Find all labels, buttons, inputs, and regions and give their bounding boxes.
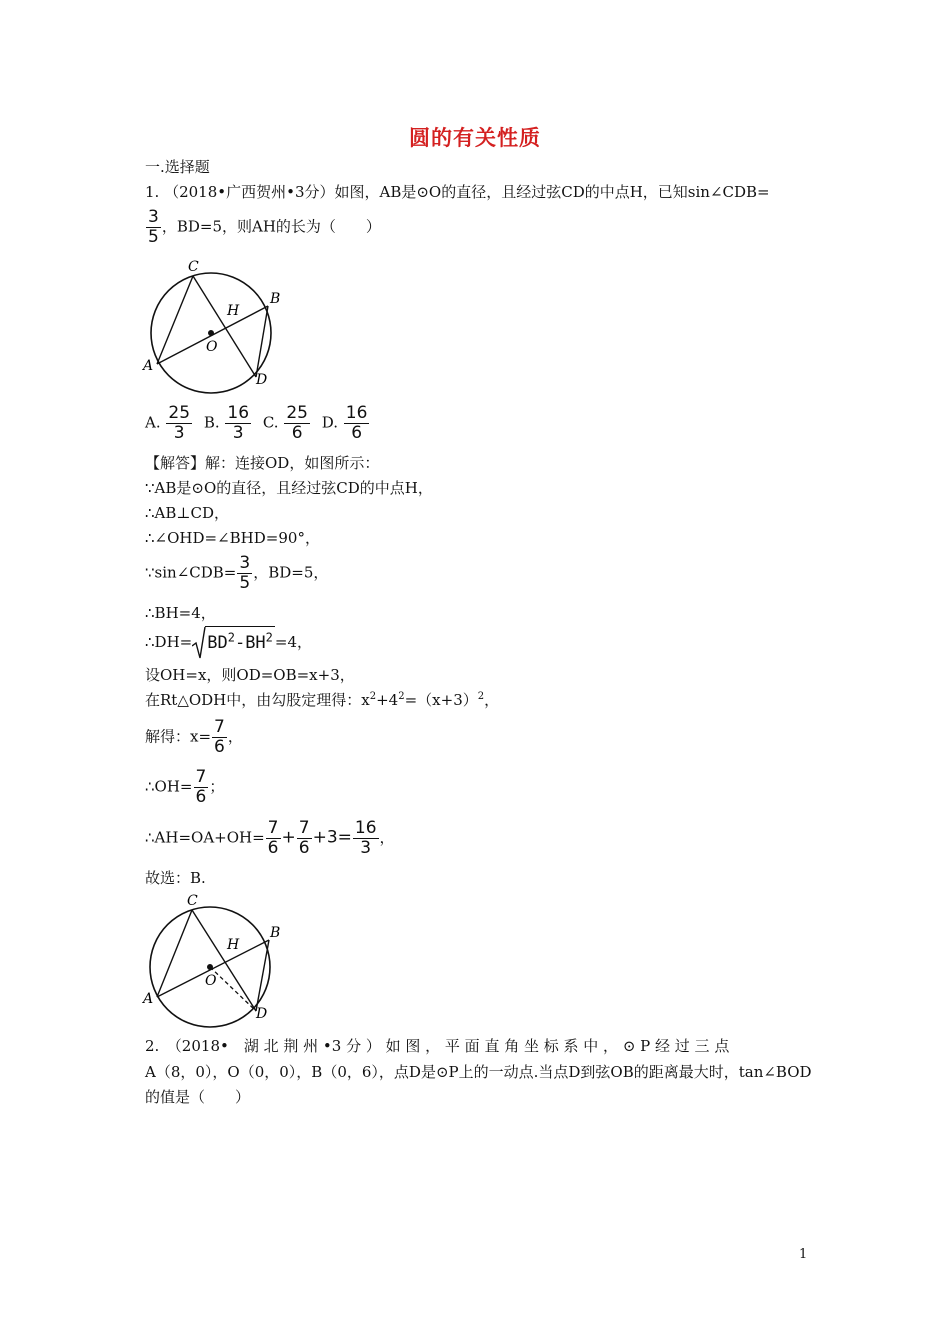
label-o-2: O <box>205 973 217 989</box>
section-heading: 一.选择题 <box>145 158 210 176</box>
label-c-2: C <box>187 893 198 909</box>
option-c: C. $\frac{25}{6}$ <box>262 403 308 443</box>
q1-fraction: $\frac{3}{5}$ <box>148 207 159 247</box>
solution-line-12: ∴AH=OA+OH= $\frac{7}{6}$ + $\frac{7}{6}$ +3= $\frac{16}{3}$ ， <box>145 818 395 858</box>
solution-line-3: ∴AB⊥CD， <box>145 504 230 522</box>
label-b: B <box>270 291 281 307</box>
solution-line-13: 故选：B. <box>145 869 206 887</box>
q2-stem-line2: A（8，0），O（0，0），B（0，6），点D是⊙P上的一动点.当点D到弦OB的距离最大时，tan∠BOD <box>145 1063 812 1081</box>
solution-line-11: ∴OH= $\frac{7}{6}$ ； <box>145 767 225 807</box>
q1-options <box>145 404 376 443</box>
label-a-2: A <box>143 991 154 1007</box>
solution-line-1: 【解答】解：连接OD，如图所示： <box>145 454 380 472</box>
label-o: O <box>206 339 218 355</box>
option-b: B. $\frac{16}{3}$ <box>203 403 250 443</box>
label-a: A <box>143 358 154 374</box>
q1-stem-line2: $\frac{3}{5}$ ，BD=5，则AH的长为（ ） <box>148 207 381 247</box>
page-title: 圆的有关性质 <box>409 125 541 150</box>
q1-stem-line1: 1. （2018•广西贺州•3分）如图，AB是⊙O的直径，且经过弦CD的中点H，已知sin∠CDB= <box>145 183 770 201</box>
q1-figure-circle <box>140 252 290 394</box>
solution-line-4: ∴∠OHD=∠BHD=90°， <box>145 529 320 547</box>
q2-stem-line1: 2. （2018• 湖 北 荆 州 •3 分 ） 如 图 ， 平 面 直 角 坐 标 系 中 ， ⊙ P 经 过 三 点 <box>145 1037 730 1055</box>
label-h-2: H <box>227 937 240 953</box>
q2-stem-line3: 的值是（ ） <box>145 1088 251 1106</box>
label-h: H <box>227 303 240 319</box>
label-d: D <box>256 372 268 388</box>
solution-line-5: ∵sin∠CDB= $\frac{3}{5}$ ，BD=5， <box>145 553 329 593</box>
option-a: A. $\frac{25}{3}$ <box>145 403 191 443</box>
solution-line-6: ∴BH=4， <box>145 604 216 622</box>
solution-line-8: 设OH=x，则OD=OB=x+3， <box>145 666 355 684</box>
option-d: D. $\frac{16}{6}$ <box>321 403 368 443</box>
solution-line-10: 解得：x= $\frac{7}{6}$ ， <box>145 717 243 757</box>
label-c: C <box>188 259 199 275</box>
page-number: 1 <box>799 1247 808 1262</box>
solution-line-7: ∴DH= $BD^2-BH^2 =4$， <box>145 626 312 660</box>
solution-line-9: 在Rt△ODH中，由勾股定理得：$x^2+4^2=(x+3)^2$， <box>145 691 500 709</box>
solution-line-2: ∵AB是⊙O的直径，且经过弦CD的中点H， <box>145 479 433 497</box>
square-root: $BD^2-BH^2$ <box>192 626 275 660</box>
label-b-2: B <box>270 925 281 941</box>
label-d-2: D <box>256 1006 268 1022</box>
q1-solution-figure-circle <box>140 890 290 1032</box>
